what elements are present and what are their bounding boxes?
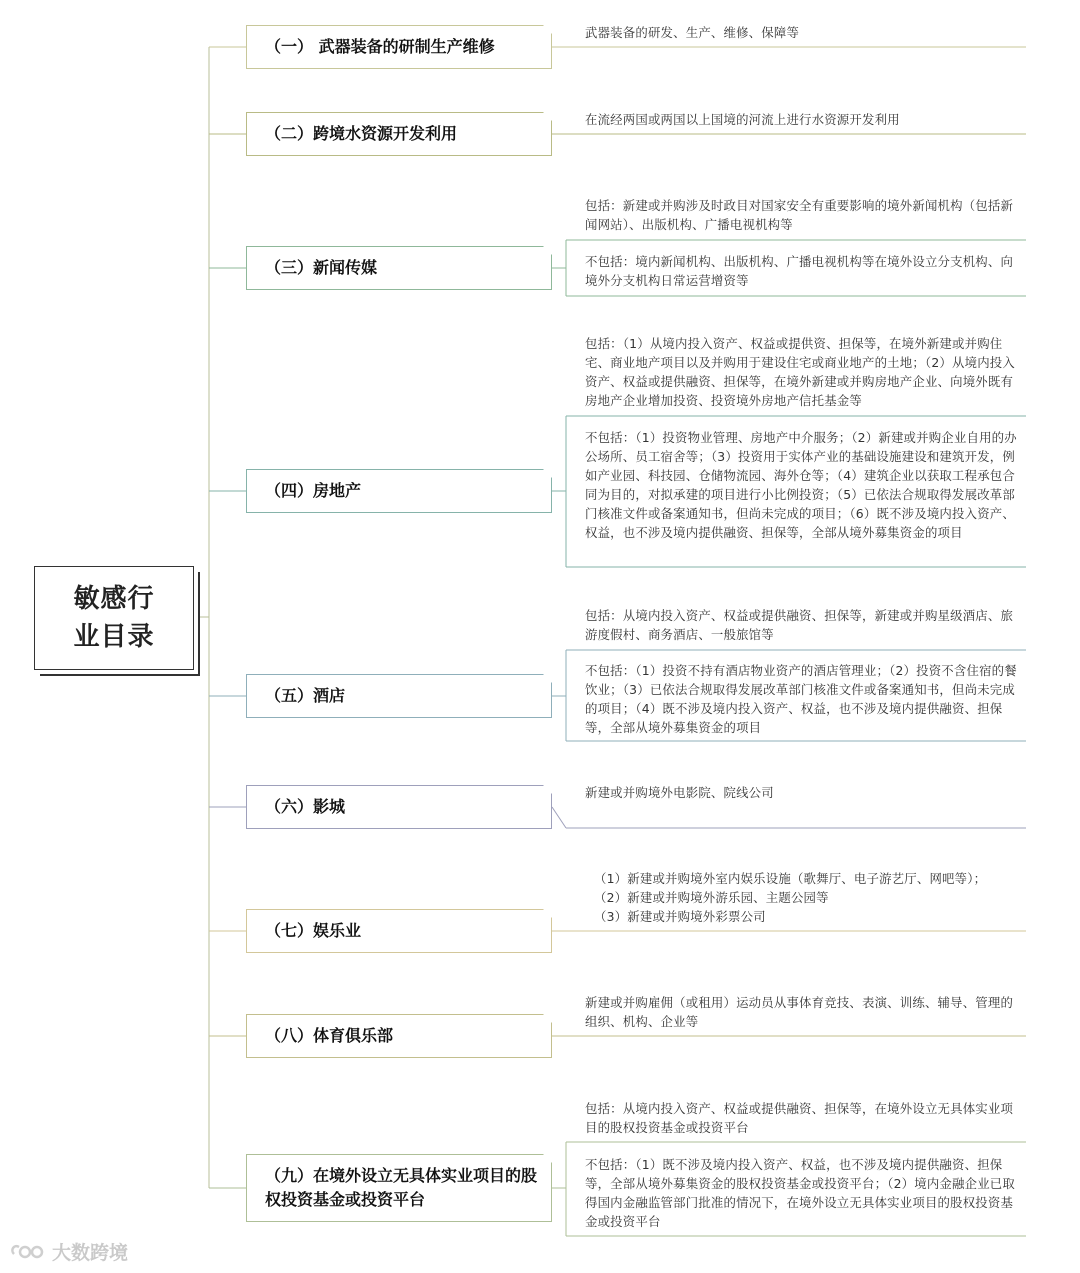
category-node-investment-platform[interactable] [246,1154,552,1222]
root-title: 敏感行业目录 [73,584,155,652]
category-label: （一） 武器装备的研制生产维修 [265,37,495,56]
desc-real-estate-include: 包括：（1）从境内投入资产、权益或提供资、担保等，在境外新建或并购住宅、商业地产项目以及并购用于建设住宅或商业地产的土地；（2）从境内投入资产、权益或提供融资、担保等，在境外新建或并购房地产企业、向境外既有房地产企业增加投资、投资境外房地产信托基金等 [585,336,1015,408]
desc-hotel-exclude: 不包括：（1）投资不持有酒店物业资产的酒店管理业；（2）投资不含住宿的餐饮业；（3）已依法合规取得发展改革部门核准文件或备案通知书，但尚未完成的项目；（4）既不涉及境内投入资产、权益，也不涉及境内提供融资、担保等，全部从境外募集资金的项目 [585,663,1017,735]
watermark [8,1238,128,1265]
desc-media-include: 包括：新建或并购涉及时政目对国家安全有重要影响的境外新闻机构（包括新闻网站）、出版机构、广播电视机构等 [585,198,1014,232]
watermark-text: 大数跨境 [52,1242,129,1264]
category-label: （八）体育俱乐部 [265,1026,394,1045]
category-label: （三）新闻传媒 [265,258,378,277]
category-label: （九）在境外设立无具体实业项目的股权投资基金或投资平台 [265,1166,538,1209]
desc-media-exclude: 不包括：境内新闻机构、出版机构、广播电视机构等在境外设立分支机构、向境外分支机构日常运营增资等 [585,254,1014,288]
desc-investment-exclude: 不包括：（1）既不涉及境内投入资产、权益，也不涉及境内提供融资、担保等，全部从境外募集资金的股权投资基金或投资平台；（2）境内金融企业已取得国内金融监管部门批准的情况下，在境外设立无具体实业项目的股权投资基金或投资平台 [585,1157,1015,1229]
category-node-sports-club[interactable] [246,1014,552,1058]
root-node[interactable] [34,566,194,670]
category-label: （六）影城 [265,797,346,816]
category-node-entertainment[interactable] [246,909,552,953]
category-label: （七）娱乐业 [265,921,362,940]
category-node-weapons[interactable] [246,25,552,69]
desc-investment-include: 包括：从境内投入资产、权益或提供融资、担保等，在境外设立无具体实业项目的股权投资基金或投资平台 [585,1101,1014,1135]
desc-hotel-include: 包括：从境内投入资产、权益或提供融资、担保等，新建或并购星级酒店、旅游度假村、商务酒店、一般旅馆等 [585,608,1014,642]
category-label: （五）酒店 [265,686,346,705]
desc-real-estate-exclude: 不包括：（1）投资物业管理、房地产中介服务；（2）新建或并购企业自用的办公场所、员工宿舍等；（3）投资用于实体产业的基础设施建设和建筑开发，例如产业园、科技园、仓储物流园、海外仓等；（4）建筑企业以获取工程承包合同为目的，对拟承建的项目进行小比例投资；（5）已依法合规取得发展改革部门核准文件或备案通知书，但尚未完成的项目；（6）既不涉及境内投入资产、权益，也不涉及境内提供融资、担保等，全部从境外募集资金的项目 [585,430,1017,540]
desc-connector [552,807,566,828]
category-node-media[interactable] [246,246,552,290]
category-node-cinema[interactable] [246,785,552,829]
desc-water: 在流经两国或两国以上国境的河流上进行水资源开发利用 [585,112,900,127]
category-node-hotel[interactable] [246,674,552,718]
desc-cinema: 新建或并购境外电影院、院线公司 [585,785,774,800]
desc-sports-club: 新建或并购雇佣（或租用）运动员从事体育竞技、表演、训练、辅导、管理的组织、机构、企业等 [585,995,1014,1029]
category-node-water[interactable] [246,112,552,156]
category-node-real-estate[interactable] [246,469,552,513]
desc-entertainment: （1）新建或并购境外室内娱乐设施（歌舞厅、电子游艺厅、网吧等）； （2）新建或并购境外游乐园、主题公园等 （3）新建或并购境外彩票公司 [594,871,987,924]
category-label: （四）房地产 [265,481,362,500]
watermark-logo-icon [8,1240,48,1264]
category-label: （二）跨境水资源开发利用 [265,124,458,143]
desc-weapons: 武器装备的研发、生产、维修、保障等 [585,25,800,40]
